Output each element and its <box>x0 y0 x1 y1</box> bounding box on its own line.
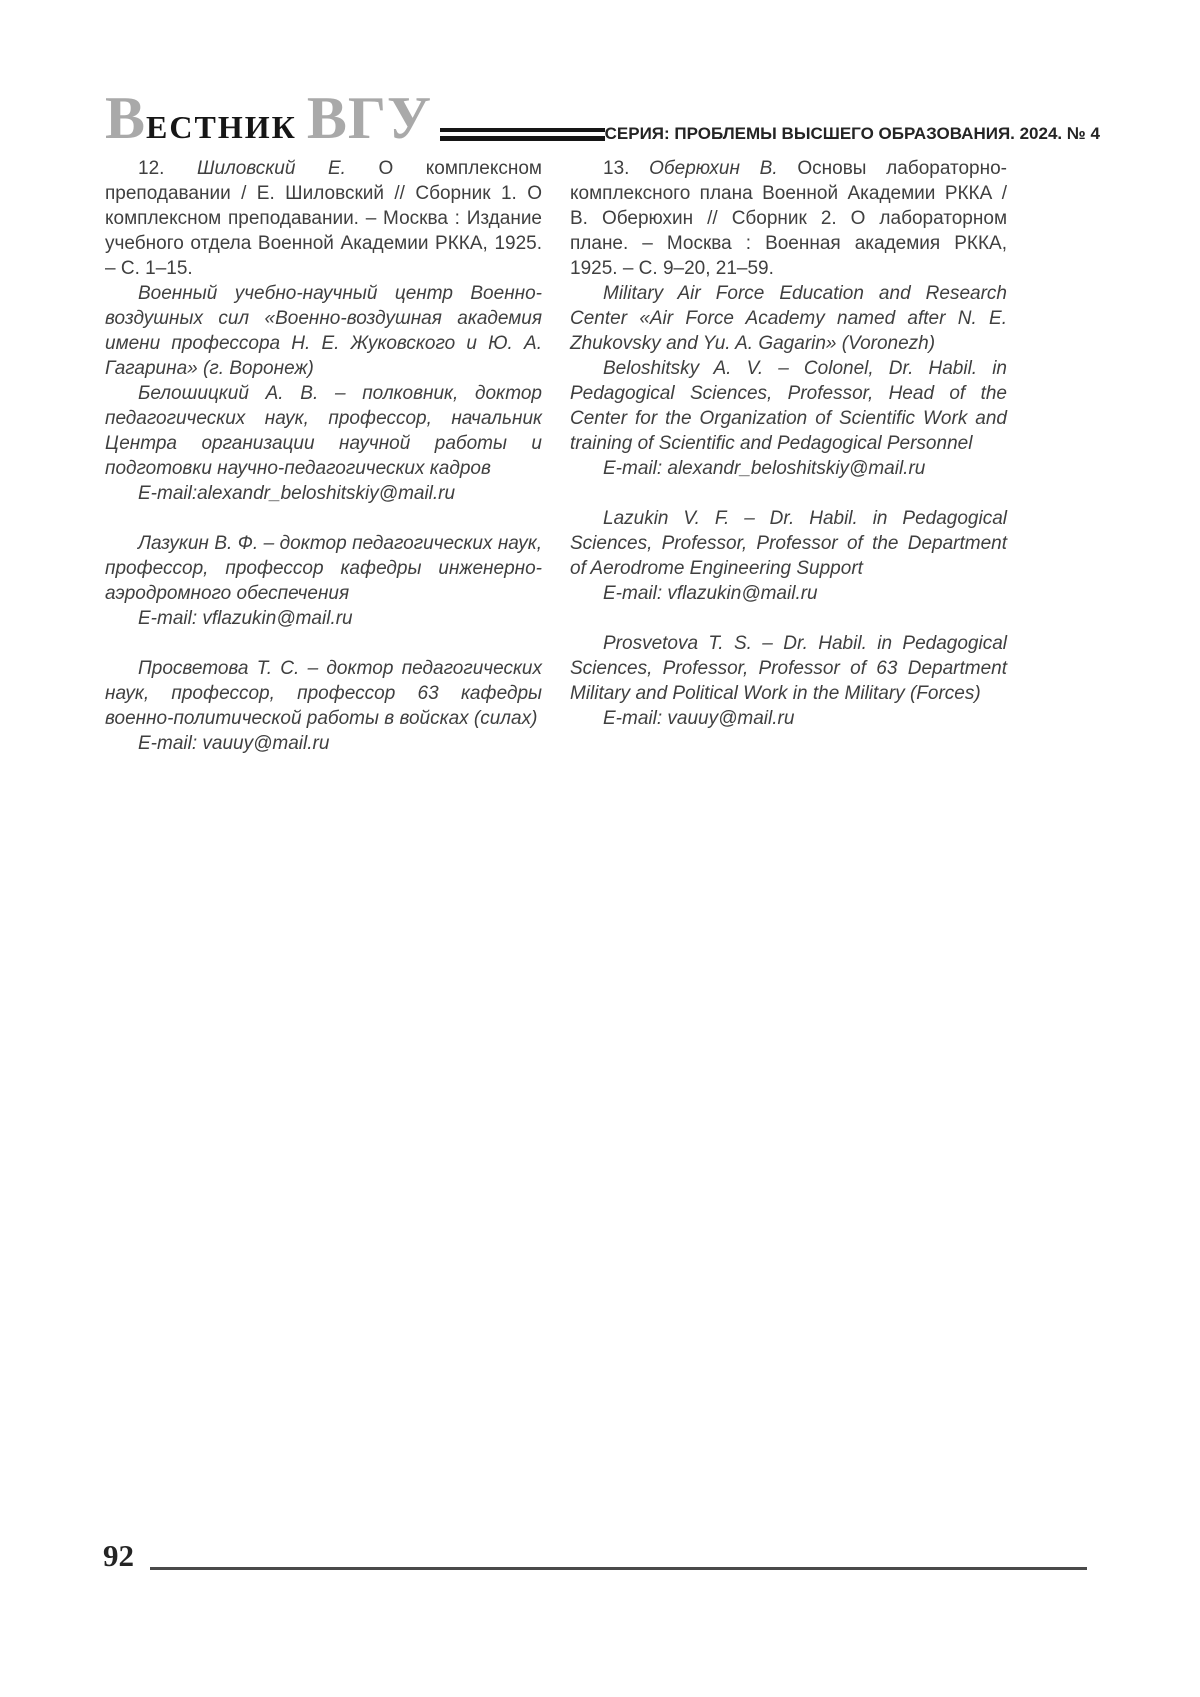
author-bio: Prosvetova T. S. – Dr. Habil. in Pedagogical Sciences, Professor, Professor of 63 Department Military and Political Work in the Military (Forces) <box>570 633 1007 704</box>
author-bio: Beloshitsky A. V. – Colonel, Dr. Habil. in Pedagogical Sciences, Professor, Head of the Center for the Organization of Scientific Work and training of Scientific and Pedagogical Personnel <box>570 358 1007 454</box>
author-entry <box>570 356 1007 481</box>
author-bio: Лазукин В. Ф. – доктор педагогических наук, профессор, профессор кафедры инженерно-аэродромного обеспечения <box>105 533 542 604</box>
author-entry <box>570 506 1007 606</box>
right-column <box>570 156 1007 756</box>
reference-author: Шиловский Е. <box>196 158 346 179</box>
author-entry <box>105 381 542 506</box>
author-entry <box>570 631 1007 731</box>
journal-logo <box>105 85 433 151</box>
author-email: E-mail: alexandr_beloshitskiy@mail.ru <box>603 458 926 479</box>
authors-block-en <box>570 281 1007 731</box>
logo-initial-letter: В <box>105 85 147 151</box>
author-email: E-mail: vauuy@mail.ru <box>138 733 330 754</box>
footer-rule <box>150 1567 1087 1570</box>
reference-text: О комплексном преподавании / Е. Шиловский // Сборник 1. О комплексном преподавании. – Москва : Издание учебного отдела Военной Академии РККА, 1925. – С. 1–15. <box>105 158 542 279</box>
series-title: СЕРИЯ: ПРОБЛЕМЫ ВЫСШЕГО ОБРАЗОВАНИЯ. 2024. № 4 <box>604 124 1100 143</box>
reference-number: 13. <box>603 158 630 179</box>
reference-number: 12. <box>138 158 165 179</box>
text-columns <box>105 156 1007 756</box>
reference-item-13 <box>570 156 1007 281</box>
affiliation-en: Military Air Force Education and Research Center «Air Force Academy named after N. E. Zhukovsky and Yu. A. Gagarin» (Voronezh) <box>570 283 1007 354</box>
author-bio: Белошицкий А. В. – полковник, доктор педагогических наук, профессор, начальник Центра организации научной работы и подготовки научно-педагогических кадров <box>105 383 542 479</box>
author-entry <box>105 656 542 756</box>
affiliation-ru: Военный учебно-научный центр Военно-воздушных сил «Военно-воздушная академия имени профессора Н. Е. Жуковского и Ю. А. Гагарина» (г. Воронеж) <box>105 283 542 379</box>
authors-block-ru <box>105 281 542 756</box>
author-email: E-mail: vflazukin@mail.ru <box>138 608 353 629</box>
page-header <box>105 85 1100 151</box>
left-column <box>105 156 542 756</box>
author-entry <box>105 531 542 631</box>
author-bio: Просветова Т. С. – доктор педагогических наук, профессор, профессор 63 кафедры военно-политической работы в войсках (силах) <box>105 658 542 729</box>
page-number: 92 <box>103 1538 134 1573</box>
author-bio: Lazukin V. F. – Dr. Habil. in Pedagogical Sciences, Professor, Professor of the Department of Aerodrome Engineering Support <box>570 508 1007 579</box>
author-email: E-mail:alexandr_beloshitskiy@mail.ru <box>138 483 456 504</box>
logo-acronym: ВГУ <box>306 85 433 151</box>
header-double-rule <box>440 128 605 141</box>
author-email: E-mail: vauuy@mail.ru <box>603 708 795 729</box>
reference-author: Оберюхин В. <box>649 158 778 179</box>
logo-title-text: ЕСТНИК <box>146 109 297 145</box>
author-email: E-mail: vflazukin@mail.ru <box>603 583 818 604</box>
reference-text: Основы лабораторно-комплексного плана Военной Академии РККА / В. Оберюхин // Сборник 2. О лабораторном плане. – Москва : Военная академия РККА, 1925. – С. 9–20, 21–59. <box>570 158 1007 279</box>
reference-item-12 <box>105 156 542 281</box>
